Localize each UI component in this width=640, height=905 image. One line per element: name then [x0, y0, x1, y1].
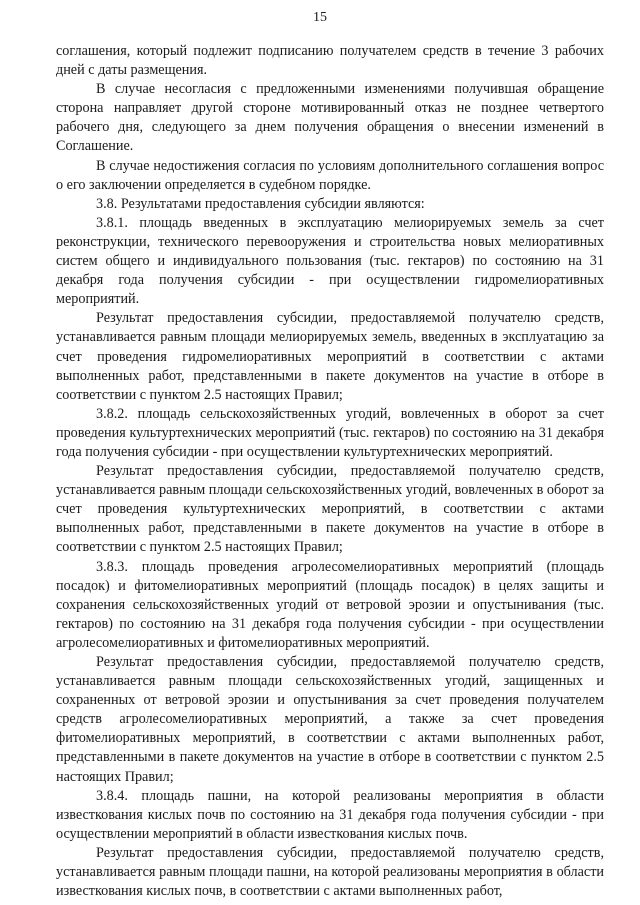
paragraph-3-8: 3.8. Результатами предоставления субсидии являются:	[96, 195, 425, 212]
paragraph-disagreement: В случае несогласия с предложенными изменениями получившая обращение сторона направляет другой стороне мотивированный отказ не позднее четвертого рабочего дня, следующего за днем получения обращения о внесении изменений в Соглашение.	[56, 81, 604, 155]
paragraph-result-3-8-3: Результат предоставления субсидии, предоставляемой получателю средств, устанавливается равным площади сельскохозяйственных угодий, защищенных и сохраненных от ветровой эрозии и опустынивания за счет проведения получателем средств агролесомелиоративных мероприятий, а также за счет проведения фитомелиоративных мероприятий, в соответствии с актами выполненных работ, представленными в пакете документов на участие в отборе в соответствии с пунктом 2.5 настоящих Правил;	[56, 654, 604, 785]
page-number: 15	[313, 10, 327, 25]
document-body	[56, 42, 604, 901]
paragraph-result-3-8-1: Результат предоставления субсидии, предоставляемой получателю средств, устанавливается равным площади мелиорируемых земель, введенных в эксплуатацию за счет проведения гидромелиоративных мероприятий в соответствии с актами выполненных работ, представленными в пакете документов на участие в отборе в соответствии с пунктом 2.5 настоящих Правил;	[56, 310, 604, 403]
paragraph-3-8-4: 3.8.4. площадь пашни, на которой реализованы мероприятия в области известкования кислых почв по состоянию на 31 декабря года получения субсидии - при осуществлении мероприятий в области известкования кислых почв.	[56, 787, 604, 842]
paragraph-3-8-1: 3.8.1. площадь введенных в эксплуатацию мелиорируемых земель за счет реконструкции, технического перевооружения и строительства новых мелиоративных систем общего и индивидуального пользования (тыс. гектаров) по состоянию на 31 декабря года получения субсидии - при осуществлении гидромелиоративных мероприятий.	[56, 214, 604, 308]
paragraph-3-8-3: 3.8.3. площадь проведения агролесомелиоративных мероприятий (площадь посадок) и фитомелиоративных мероприятий (площадь посадок) в целях защиты и сохранения сельскохозяйственных угодий от ветровой эрозии и опустынивания (тыс. гектаров) по состоянию на 31 декабря года получения субсидии - при осуществлении агролесомелиоративных и фитомелиоративных мероприятий.	[56, 558, 604, 651]
paragraph-no-agreement: В случае недостижения согласия по условиям дополнительного соглашения вопрос о его заключении определяется в судебном порядке.	[56, 157, 604, 193]
paragraph-result-3-8-2: Результат предоставления субсидии, предоставляемой получателю средств, устанавливается равным площади сельскохозяйственных угодий, вовлеченных в оборот за счет проведения культуртехнических мероприятий, в соответствии с актами выполненных работ, представленными в пакете документов на участие в отборе в соответствии с пунктом 2.5 настоящих Правил;	[56, 463, 604, 556]
paragraph-3-8-2: 3.8.2. площадь сельскохозяйственных угодий, вовлеченных в оборот за счет проведения культуртехнических мероприятий (тыс. гектаров) по состоянию на 31 декабря года получения субсидии - при осуществлении культуртехнических мероприятий.	[56, 405, 604, 460]
paragraph-result-3-8-4: Результат предоставления субсидии, предоставляемой получателю средств, устанавливается равным площади пашни, на которой реализованы мероприятия в области известкования кислых почв, в соответствии с актами выполненных работ,	[56, 844, 604, 900]
paragraph-continuation: соглашения, который подлежит подписанию получателем средств в течение 3 рабочих дней с даты размещения.	[56, 43, 604, 79]
